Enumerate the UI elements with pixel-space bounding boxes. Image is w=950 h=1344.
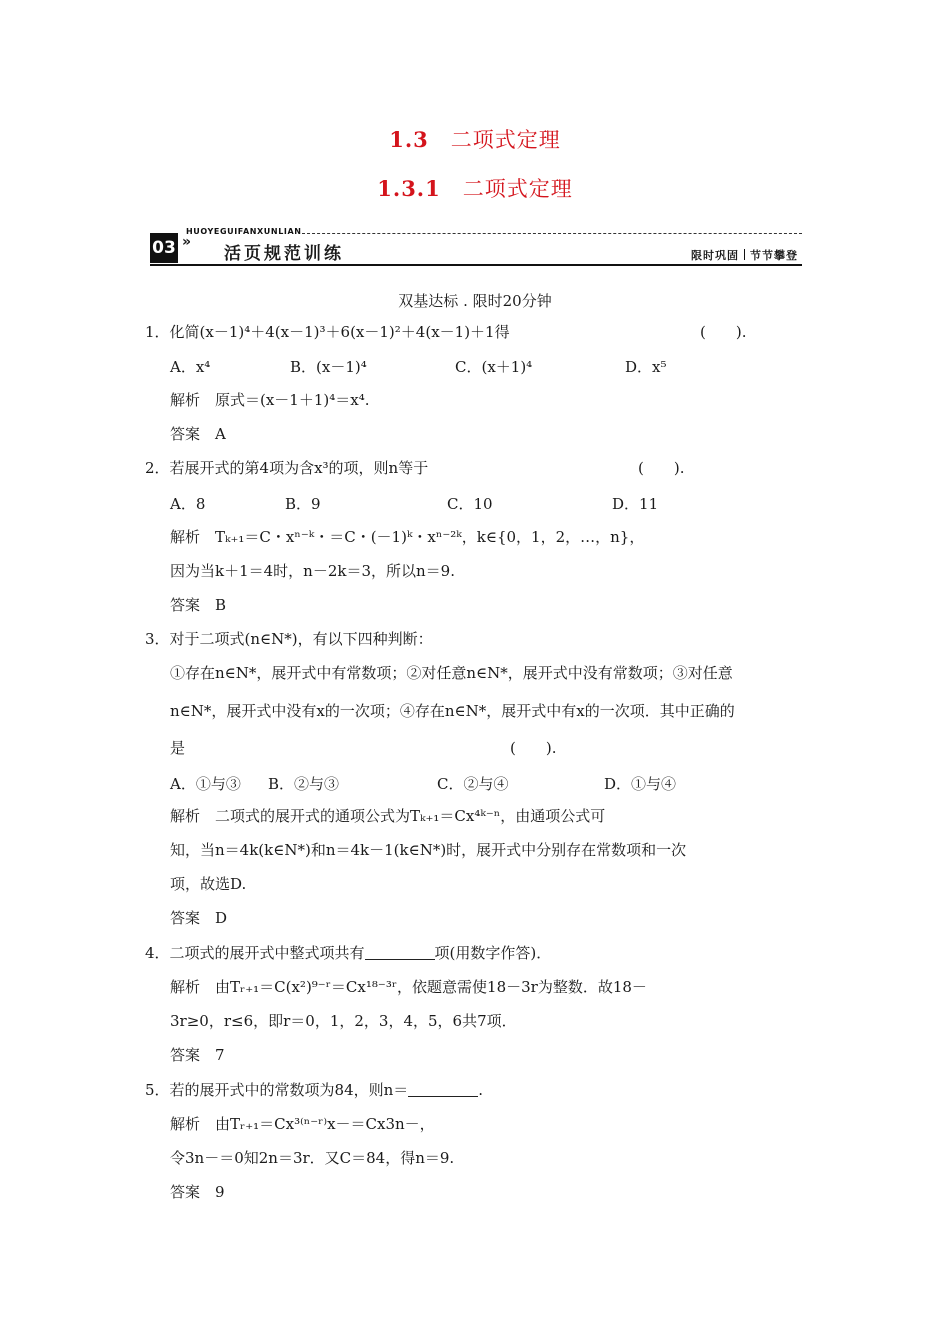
question-2: 2．若展开式的第4项为含x³的项，则n等于 (145, 459, 429, 477)
banner-number-badge: 03 (150, 233, 178, 263)
banner-name: 活页规范训练 (224, 244, 344, 264)
q3-statement-2: n∈N*，展开式中没有x的一次项；④存在n∈N*，展开式中有x的一次项．其中正确的 (170, 702, 735, 720)
answer-blank (365, 945, 435, 960)
q3-option-c: C．②与④ (437, 775, 509, 793)
q3-explanation: 解析 二项式的展开式的通项公式为Tₖ₊₁＝Cx⁴ᵏ⁻ⁿ，由通项公式可 (170, 807, 606, 825)
q1-option-d: D．x⁵ (625, 358, 667, 376)
question-4 (145, 943, 551, 963)
q2-explanation-2: 因为当k＋1＝4时，n－2k＝3，所以n＝9. (170, 562, 455, 580)
q1-answer: 答案 A (170, 425, 226, 443)
q5-explanation: 解析 由Tᵣ₊₁＝Cx³⁽ⁿ⁻ʳ⁾x－＝Cx3n－， (170, 1115, 435, 1133)
subsection-text: 二项式定理 (462, 177, 573, 201)
q3-option-b: B．②与③ (268, 775, 340, 793)
exercise-subtitle: 双基达标 . 限时20分钟 (398, 292, 552, 310)
banner-tagline (691, 247, 798, 263)
banner-tag-a: 限时巩固 (691, 249, 739, 262)
question-3-paren: ( ). (510, 739, 557, 757)
banner-separator (744, 249, 745, 260)
question-5-text: 5．若的展开式中的常数项为84，则n＝ (145, 1081, 409, 1099)
q2-option-d: D．11 (612, 495, 659, 513)
q4-explanation-2: 3r≥0，r≤6，即r＝0，1，2，3，4，5，6共7项． (170, 1012, 517, 1030)
question-4-tail: 项(用数字作答)． (434, 944, 552, 962)
question-1: 1．化简(x－1)⁴＋4(x－1)³＋6(x－1)²＋4(x－1)＋1得 (145, 323, 510, 341)
q3-statement-1: ①存在n∈N*，展开式中有常数项；②对任意n∈N*，展开式中没有常数项；③对任意 (170, 664, 733, 682)
q1-option-a: A．x⁴ (170, 358, 211, 376)
q5-explanation-2: 令3n－＝0知2n＝3r．又C＝84，得n＝9. (170, 1149, 455, 1167)
chevron-icon: » (182, 234, 192, 250)
exercise-banner (150, 224, 802, 266)
q2-option-a: A．8 (170, 495, 206, 513)
q3-option-d: D．①与④ (604, 775, 677, 793)
q1-explanation: 解析 原式＝(x－1＋1)⁴＝x⁴. (170, 391, 370, 409)
question-5-tail: . (478, 1081, 484, 1099)
section-text: 二项式定理 (450, 128, 561, 152)
q1-option-c: C．(x＋1)⁴ (455, 358, 533, 376)
question-1-paren: ( ). (700, 323, 747, 341)
q3-option-a: A．①与③ (170, 775, 241, 793)
section-title (0, 124, 950, 154)
banner-tag-b: 节节攀登 (750, 249, 798, 262)
subsection-number: 1.3.1 (377, 176, 441, 201)
banner-dashed-rule (302, 233, 802, 234)
q3-statement-3: 是 (170, 739, 186, 757)
banner-rule (150, 264, 802, 266)
question-4-text: 4．二项式的展开式中整式项共有 (145, 944, 365, 962)
q2-option-c: C．10 (447, 495, 493, 513)
section-number: 1.3 (389, 127, 429, 152)
q2-explanation: 解析 Tₖ₊₁＝C・xⁿ⁻ᵏ・＝C・(－1)ᵏ・xⁿ⁻²ᵏ，k∈{0，1，2，…，n}， (170, 528, 645, 546)
q4-answer: 答案 7 (170, 1046, 225, 1064)
q3-answer: 答案 D (170, 909, 228, 927)
question-3: 3．对于二项式(n∈N*)，有以下四种判断： (145, 630, 433, 648)
question-2-paren: ( ). (638, 459, 685, 477)
question-5 (145, 1080, 483, 1100)
q1-option-b: B．(x－1)⁴ (290, 358, 367, 376)
subsection-title (0, 173, 950, 203)
q3-explanation-2: 知，当n＝4k(k∈N*)和n＝4k－1(k∈N*)时，展开式中分别存在常数项和一次 (170, 841, 687, 859)
q5-answer: 答案 9 (170, 1183, 225, 1201)
banner-pinyin: HUOYEGUIFANXUNLIAN (186, 227, 302, 236)
q2-answer: 答案 B (170, 596, 227, 614)
q3-explanation-3: 项，故选D. (170, 875, 247, 893)
q4-explanation: 解析 由Tᵣ₊₁＝C(x²)⁹⁻ʳ＝Cx¹⁸⁻³ʳ，依题意需使18－3r为整数．故18－ (170, 978, 647, 996)
q2-option-b: B．9 (285, 495, 321, 513)
answer-blank (408, 1082, 478, 1097)
